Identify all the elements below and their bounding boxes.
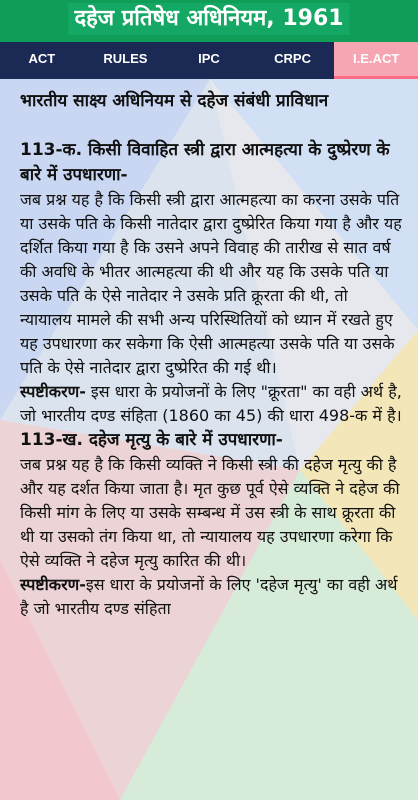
section-113b-explanation [20, 573, 404, 621]
spacer [20, 114, 404, 138]
tab-act[interactable]: ACT [28, 51, 56, 66]
section-113a-explanation [20, 380, 404, 428]
tab-ipc[interactable]: IPC [198, 51, 220, 66]
explanation-text: इस धारा के प्रयोजनों के लिए 'दहेज मृत्यु' का वही अर्थ है जो भारतीय दण्ड संहिता [20, 575, 398, 618]
section-113b-title: 113-ख. दहेज मृत्यु के बारे में उपधारणा- [20, 430, 283, 450]
explanation-label: स्पष्टीकरण- [20, 575, 86, 594]
explanation-text: इस धारा के प्रयोजनों के लिए "क्रूरता" का वही अर्थ है, जो भारतीय दण्ड संहिता (1860 का 45) की धारा 498-क में है। [20, 382, 402, 425]
section-113a-body: जब प्रश्न यह है कि किसी स्त्री द्वारा आत्महत्या का करना उसके पति या उसके पति के किसी नातेदार द्वारा दुष्प्रेरित किया गया है और यह दर्शित किया गया है कि उसने अपने विवाह की तारीख से सात वर्ष की अवधि के भीतर आत्महत्या की थी और यह कि उसके पति या उसके पति के ऐसे नातेदार ने उसके प्रति क्रूरता की थी, तो न्यायालय मामले की सभी अन्य परिस्थितियों को ध्यान में रखते हुए यह उपधारणा कर सकेगा कि ऐसी आत्महत्या उसके पति या उसके पति के ऐसे नातेदार द्वारा दुष्प्रेरित की गई थी। [20, 190, 402, 377]
article-heading: भारतीय साक्ष्य अधिनियम से दहेज संबंधी प्राविधान [20, 91, 329, 111]
section-113b-body: जब प्रश्न यह है कि किसी व्यक्ति ने किसी स्त्री की दहेज मृत्यु की है और यह दर्शत किया जाता है। मृत कुछ पूर्व ऐसे व्यक्ति ने दहेज की किसी मांग के लिए या उसके सम्बन्ध में उस स्त्री के साथ क्रूरता की थी या उसको तंग किया था, तो न्यायालय यह उपधारणा करेगा कि ऐसे व्यक्ति ने दहेज मृत्यु कारित की थी। [20, 455, 400, 570]
explanation-label: स्पष्टीकरण- [20, 382, 86, 401]
tab-bar [0, 42, 418, 79]
article-content[interactable] [0, 79, 418, 800]
tab-crpc[interactable]: CRPC [274, 51, 311, 66]
app-title-bar [0, 0, 418, 42]
tab-ie-act[interactable]: I.E.ACT [334, 42, 418, 79]
section-113a-title: 113-क. किसी विवाहित स्त्री द्वारा आत्महत्या के दुष्प्रेरण के बारे में उपधारणा- [20, 140, 390, 185]
tab-rules[interactable]: RULES [103, 51, 148, 66]
app-title: दहेज प्रतिषेध अधिनियम, 1961 [68, 3, 349, 35]
